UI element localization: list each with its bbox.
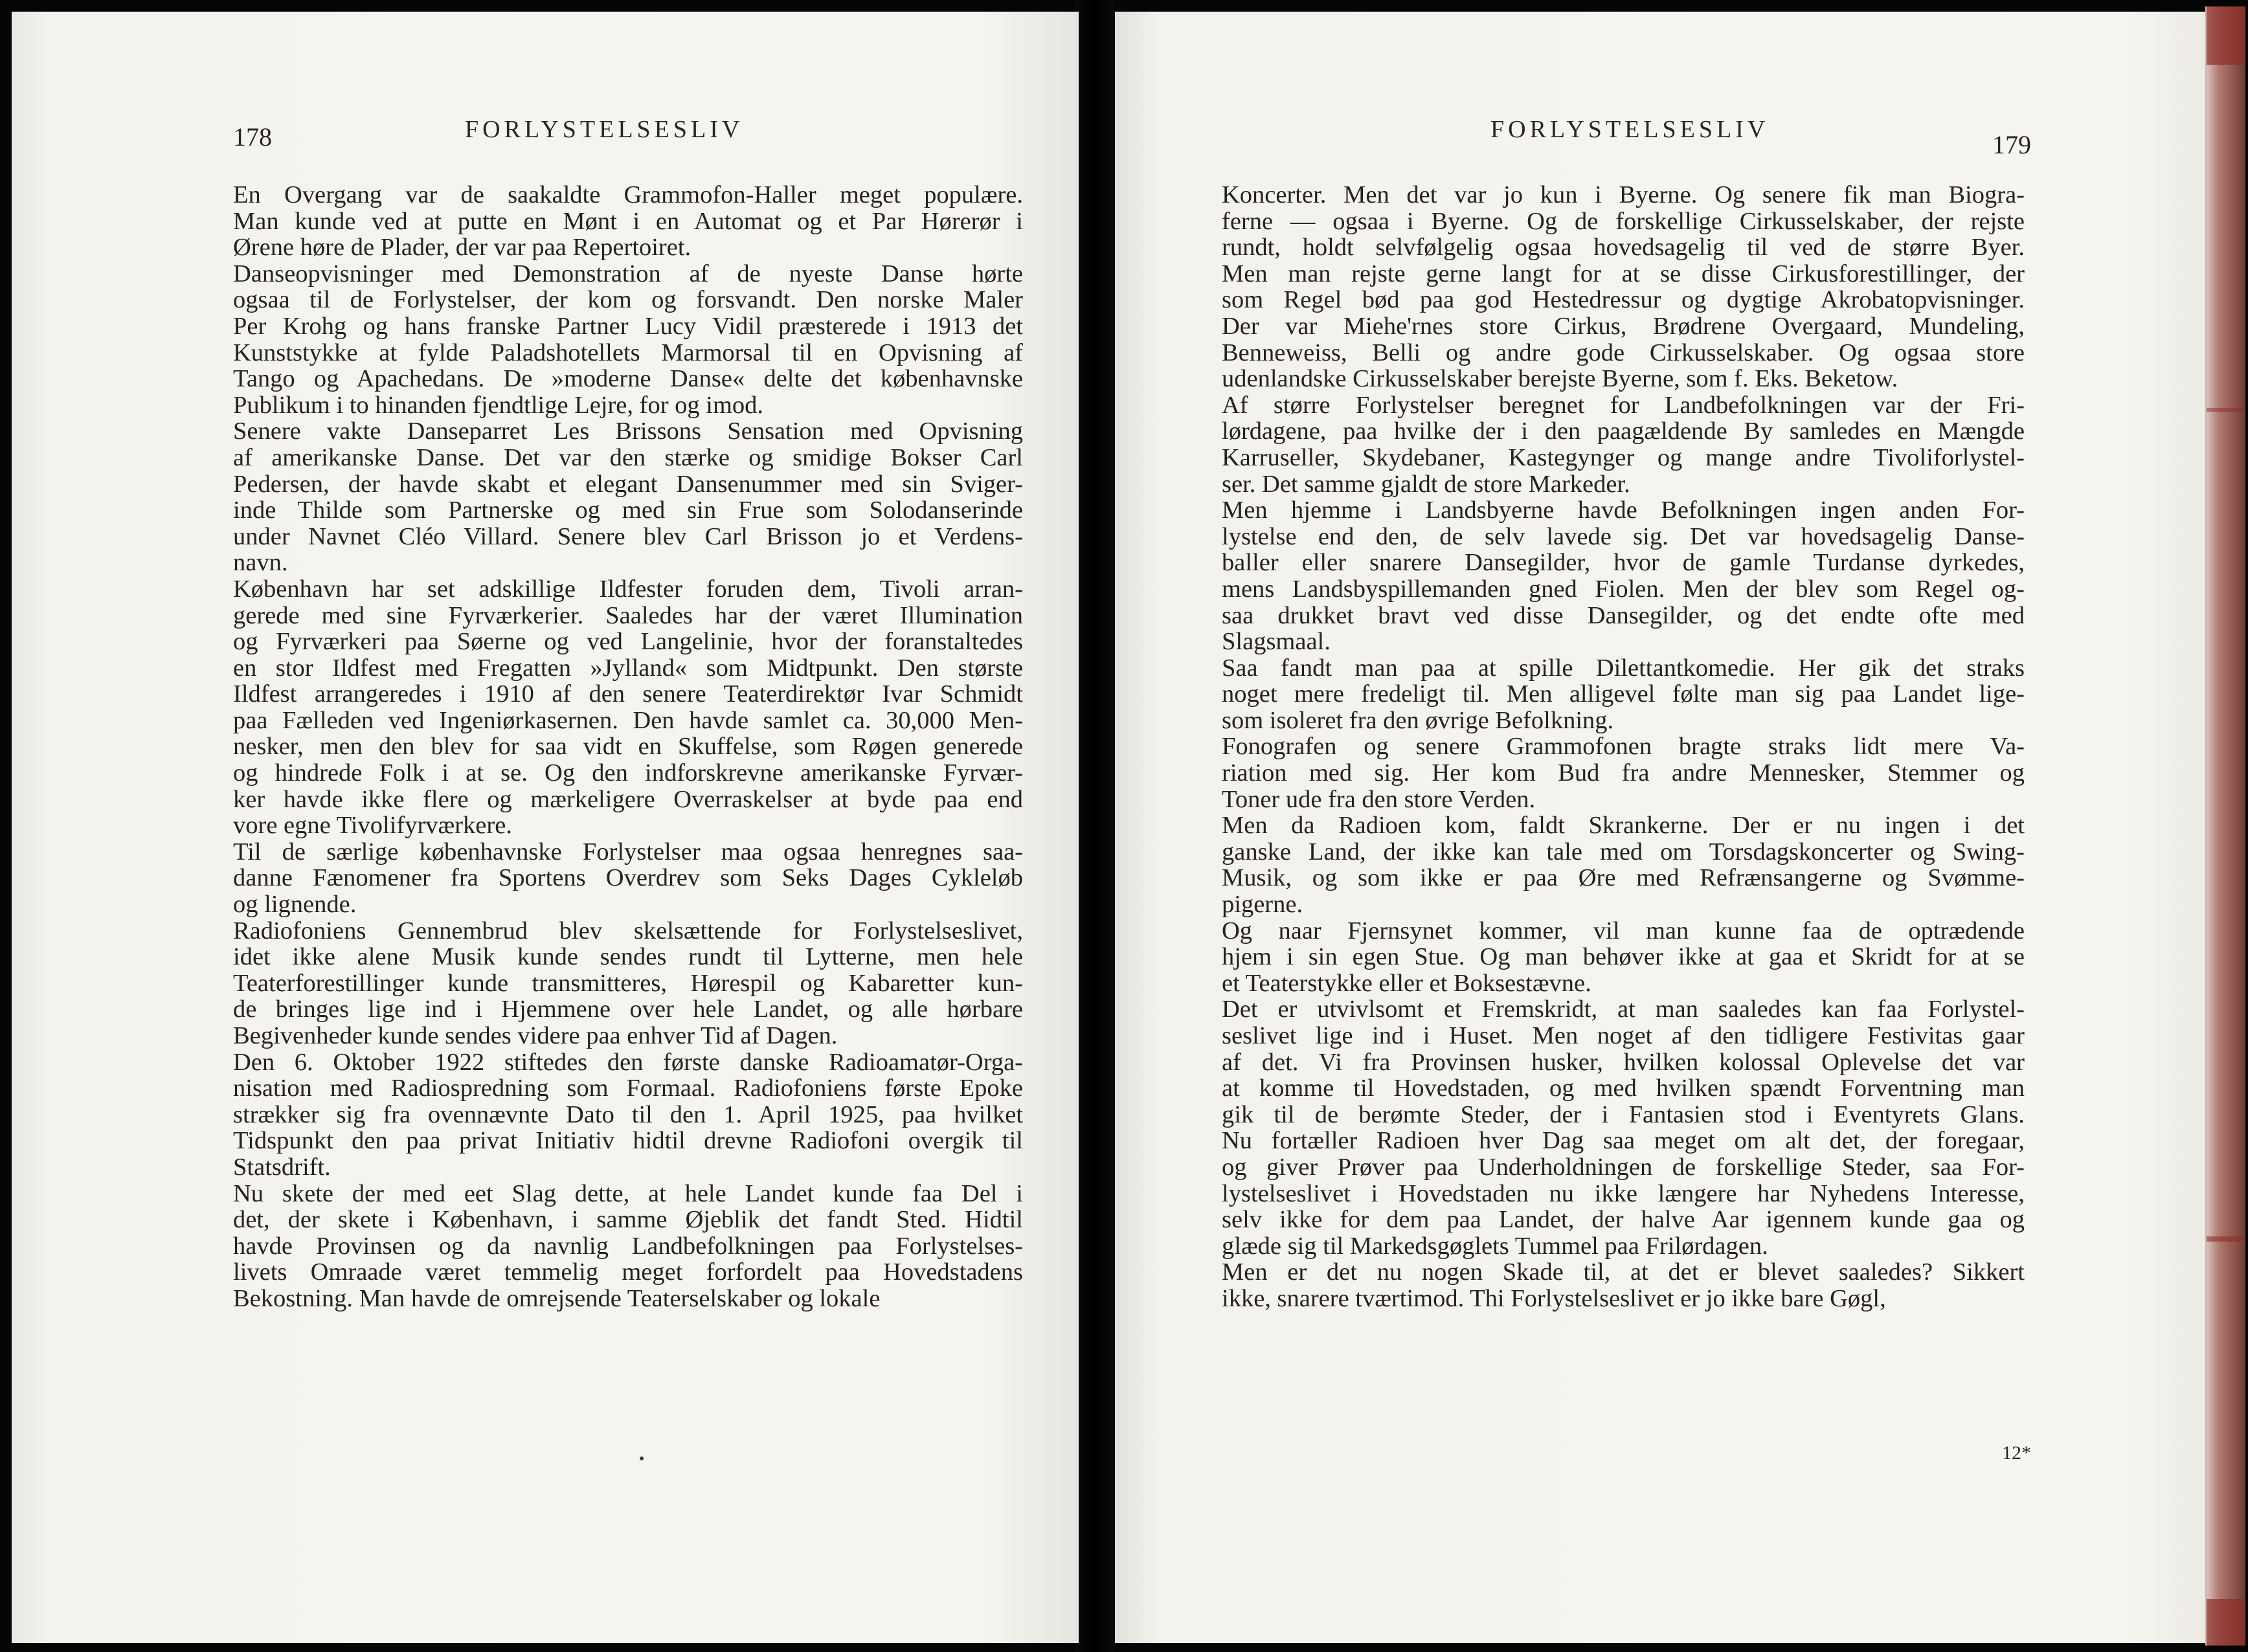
text-line: hjem i sin egen Stue. Og man behøver ikke at gaa et Skridt for at se — [1222, 944, 2025, 970]
text-line: lystelseslivet i Hovedstaden nu ikke længere har Nyhedens Interesse, — [1222, 1180, 2025, 1207]
printing-speck — [640, 1457, 644, 1460]
text-line: ferne — ogsaa i Byerne. Og de forskellige Cirkusselskaber, der rejste — [1222, 208, 2025, 235]
text-line: Men da Radioen kom, faldt Skrankerne. Der er nu ingen i det — [1222, 812, 2025, 839]
text-line: riation med sig. Her kom Bud fra andre Mennesker, Stemmer og — [1222, 760, 2025, 787]
text-line: Toner ude fra den store Verden. — [1222, 786, 1536, 813]
text-line: Der var Miehe'rnes store Cirkus, Brødrene Overgaard, Mundeling, — [1222, 313, 2025, 340]
text-line: Den 6. Oktober 1922 stiftedes den første danske Radioamatør-Orga- — [233, 1049, 1023, 1076]
text-line: Koncerter. Men det var jo kun i Byerne. Og senere fik man Biogra- — [1222, 182, 2025, 208]
signature-mark: 12* — [2002, 1442, 2031, 1464]
text-line: København har set adskillige Ildfester foruden dem, Tivoli arran- — [233, 575, 1023, 603]
text-line: Begivenheder kunde sendes videre paa enhver Tid af Dagen. — [233, 1023, 838, 1049]
text-line: Musik, og som ikke er paa Øre med Refrænsangerne og Svømme- — [1222, 865, 2025, 892]
text-line: Saa fandt man paa at spille Dilettantkomedie. Her gik det straks — [1222, 654, 2025, 682]
text-line: gik til de berømte Steder, der i Fantasien stod i Eventyrets Glans. — [1222, 1101, 2025, 1128]
text-line: nisation med Radiospredning som Formaal. Radiofoniens første Epoke — [233, 1075, 1023, 1102]
text-line: lystelse end den, de selv lavede sig. Det var hovedsagelig Danse- — [1222, 523, 2025, 550]
text-line: Tidspunkt den paa privat Initiativ hidtil drevne Radiofoni overgik til — [233, 1128, 1023, 1154]
text-line: Nu fortæller Radioen hver Dag saa meget om alt det, der foregaar, — [1222, 1128, 2025, 1154]
text-line: nesker, men den blev for saa vidt en Skuffelse, som Røgen generede — [233, 733, 1023, 761]
text-line: glæde sig til Markedsgøglets Tummel paa Frilørdagen. — [1222, 1233, 1768, 1260]
text-line: Det er utvivlsomt et Fremskridt, at man saaledes kan faa Forlystel- — [1222, 996, 2025, 1023]
text-line: under Navnet Cléo Villard. Senere blev Carl Brisson jo et Verdens- — [233, 523, 1023, 550]
left-page — [12, 12, 1079, 1643]
text-line: idet ikke alene Musik kunde sendes rundt til Lytterne, men hele — [233, 944, 1023, 970]
text-line: strækker sig fra ovennævnte Dato til den 1. April 1925, paa hvilket — [233, 1101, 1023, 1128]
text-line: Radiofoniens Gennembrud blev skelsættende for Forlystelseslivet, — [233, 917, 1023, 944]
text-line: vore egne Tivolifyrværkere. — [233, 812, 512, 839]
text-line: Men man rejste gerne langt for at se disse Cirkusforestillinger, der — [1222, 260, 2025, 287]
text-line: en stor Ildfest med Fregatten »Jylland« som Midtpunkt. Den største — [233, 654, 1023, 682]
text-line: Og naar Fjernsynet kommer, vil man kunne faa de optrædende — [1222, 917, 2025, 944]
text-line: af det. Vi fra Provinsen husker, hvilken kolossal Oplevelse det var — [1222, 1049, 2025, 1076]
text-line: Bekostning. Man havde de omrejsende Teaterselskaber og lokale — [233, 1285, 881, 1312]
text-line: havde Provinsen og da navnlig Landbefolkningen paa Forlystelses- — [233, 1233, 1023, 1260]
text-line: Publikum i to hinanden fjendtlige Lejre, for og imod. — [233, 392, 764, 419]
text-line: ker havde ikke flere og mærkeligere Overraskelser at byde paa end — [233, 786, 1023, 813]
text-line: lørdagene, paa hvilke der i den paagældende By samledes en Mængde — [1222, 418, 2025, 445]
text-line: Kunststykke at fylde Paladshotellets Marmorsal til en Opvisning af — [233, 339, 1023, 366]
text-line: Per Krohg og hans franske Partner Lucy Vidil præsterede i 1913 det — [233, 313, 1023, 340]
text-line: gerede med sine Fyrværkerier. Saaledes har der været Illumination — [233, 602, 1023, 629]
text-line: ser. Det samme gjaldt de store Markeder. — [1222, 471, 1630, 498]
text-line: Danseopvisninger med Demonstration af de nyeste Danse hørte — [233, 260, 1023, 287]
text-line: inde Thilde som Partnerske og med sin Frue som Solodanserinde — [233, 497, 1023, 524]
text-line: Senere vakte Danseparret Les Brissons Sensation med Opvisning — [233, 418, 1023, 445]
text-line: mens Landsbyspillemanden gned Fiolen. Men der blev som Regel og- — [1222, 575, 2025, 603]
text-line: baller eller snarere Dansegilder, hvor de gamle Turdanse dyrkedes, — [1222, 550, 2025, 576]
text-line: Men hjemme i Landsbyerne havde Befolkningen ingen anden For- — [1222, 497, 2025, 524]
text-line: som Regel bød paa god Hestedressur og dygtige Akrobatopvisninger. — [1222, 287, 2025, 313]
text-line: Teaterforestillinger kunde transmitteres, Hørespil og Kabaretter kun- — [233, 970, 1023, 997]
text-line: de bringes lige ind i Hjemmene over hele Landet, og alle hørbare — [233, 996, 1023, 1023]
text-line: og giver Prøver paa Underholdningen de forskellige Steder, saa For- — [1222, 1154, 2025, 1181]
left-running-header: FORLYSTELSESLIV — [465, 116, 744, 143]
text-line: Af større Forlystelser beregnet for Landbefolkningen var der Fri- — [1222, 392, 2025, 419]
text-line: En Overgang var de saakaldte Grammofon-Haller meget populære. — [233, 182, 1023, 208]
text-line: og lignende. — [233, 891, 357, 918]
text-line: selv ikke for dem paa Landet, der halve Aar igennem kunde gaa og — [1222, 1207, 2025, 1233]
text-line: Karruseller, Skydebaner, Kastegynger og mange andre Tivoliforlystel- — [1222, 444, 2025, 471]
text-line: seslivet lige ind i Huset. Men noget af den tidligere Festivitas gaar — [1222, 1023, 2025, 1049]
book-spine-gap — [1075, 0, 1114, 1652]
right-page-body — [1222, 182, 2025, 1312]
book-cover-edge — [2205, 6, 2245, 1646]
text-line: Pedersen, der havde skabt et elegant Dansenummer med sin Sviger- — [233, 471, 1023, 498]
text-line: rundt, holdt selvfølgelig ogsaa hovedsagelig til ved de større Byer. — [1222, 234, 2025, 261]
text-line: udenlandske Cirkusselskaber berejste Byerne, som f. Eks. Beketow. — [1222, 366, 1898, 392]
text-line: at komme til Hovedstaden, og med hvilken spændt Forventning man — [1222, 1075, 2025, 1102]
text-line: Tango og Apachedans. De »moderne Danse« delte det københavnske — [233, 366, 1023, 392]
left-page-body — [233, 182, 1023, 1312]
text-line: Fonografen og senere Grammofonen bragte straks lidt mere Va- — [1222, 733, 2025, 761]
text-line: Benneweiss, Belli og andre gode Cirkusselskaber. Og ogsaa store — [1222, 339, 2025, 366]
right-running-header: FORLYSTELSESLIV — [1490, 116, 1770, 143]
text-line: ganske Land, der ikke kan tale med om Torsdagskoncerter og Swing- — [1222, 838, 2025, 865]
text-line: Slagsmaal. — [1222, 629, 1331, 655]
text-line: navn. — [233, 550, 288, 576]
left-page-number: 178 — [233, 122, 272, 151]
text-line: som isoleret fra den øvrige Befolkning. — [1222, 707, 1614, 734]
text-line: det, der skete i København, i samme Øjeblik det fandt Sted. Hidtil — [233, 1207, 1023, 1233]
text-line: Men er det nu nogen Skade til, at det er blevet saaledes? Sikkert — [1222, 1259, 2025, 1286]
text-line: Ildfest arrangeredes i 1910 af den senere Teaterdirektør Ivar Schmidt — [233, 681, 1023, 708]
text-line: saa drukket bravt ved disse Dansegilder, og det endte ofte med — [1222, 602, 2025, 629]
text-line: ogsaa til de Forlystelser, der kom og forsvandt. Den norske Maler — [233, 287, 1023, 313]
text-line: og Fyrværkeri paa Søerne og ved Langelinie, hvor der foranstaltedes — [233, 629, 1023, 655]
text-line: et Teaterstykke eller et Boksestævne. — [1222, 970, 1591, 997]
text-line: af amerikanske Danse. Det var den stærke og smidige Bokser Carl — [233, 444, 1023, 471]
text-line: ikke, snarere tværtimod. Thi Forlystelseslivet er jo ikke bare Gøgl, — [1222, 1285, 1886, 1312]
text-line: pigerne. — [1222, 891, 1303, 918]
text-line: Ørene høre de Plader, der var paa Repertoiret. — [233, 234, 691, 261]
text-line: danne Fænomener fra Sportens Overdrev som Seks Dages Cykleløb — [233, 865, 1023, 892]
text-line: Nu skete der med eet Slag dette, at hele Landet kunde faa Del i — [233, 1180, 1023, 1207]
text-line: livets Omraade været temmelig meget forfordelt paa Hovedstadens — [233, 1259, 1023, 1286]
text-line: og hindrede Folk i at se. Og den indforskrevne amerikanske Fyrvær- — [233, 760, 1023, 787]
text-line: Statsdrift. — [233, 1154, 331, 1181]
text-line: noget mere fredeligt til. Men alligevel følte man sig paa Landet lige- — [1222, 681, 2025, 708]
text-line: Man kunde ved at putte en Mønt i en Automat og et Par Hørerør i — [233, 208, 1023, 235]
text-line: paa Fælleden ved Ingeniørkasernen. Den havde samlet ca. 30,000 Men- — [233, 707, 1023, 734]
text-line: Til de særlige københavnske Forlystelser maa ogsaa henregnes saa- — [233, 838, 1023, 865]
right-page-number: 179 — [1992, 130, 2031, 159]
right-page — [1115, 12, 2205, 1643]
